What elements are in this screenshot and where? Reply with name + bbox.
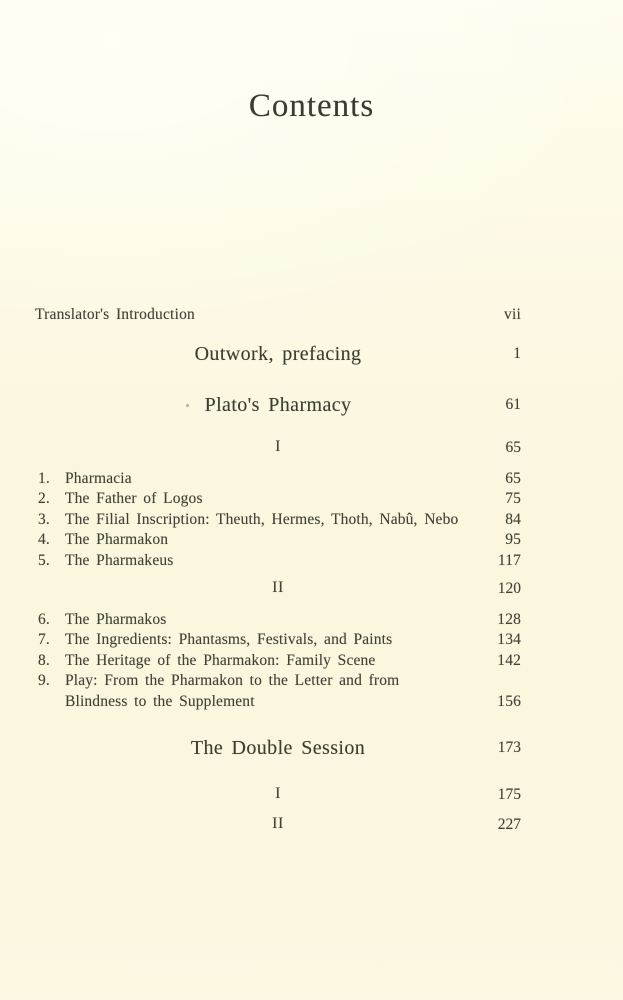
item-number: 6. [38, 611, 50, 628]
entry-label: II [272, 815, 284, 832]
entry-label: Plato's Pharmacy [204, 394, 352, 416]
item-title: The Filial Inscription: Theuth, Hermes, Thoth, Nabû, Nebo [65, 510, 459, 528]
item-title: The Pharmakos [65, 611, 167, 628]
toc-item-two-line [35, 671, 521, 712]
item-title: The Heritage of the Pharmakon: Family Scene [65, 651, 376, 669]
page-number: 95 [505, 531, 521, 549]
toc-item [35, 510, 521, 530]
page-number: 120 [497, 580, 521, 597]
entry-label: I [275, 438, 281, 455]
item-title: Pharmacia [65, 470, 132, 487]
item-number: 8. [38, 651, 50, 669]
entry-label: I [275, 785, 281, 802]
toc-entry-part-one [35, 438, 521, 458]
page-number: 227 [497, 816, 521, 833]
entry-label: II [272, 579, 284, 596]
item-number: 4. [38, 531, 50, 549]
toc-entry-outwork [35, 343, 521, 369]
page-number: 61 [505, 396, 521, 413]
item-number: 5. [38, 551, 50, 569]
page-number: 142 [497, 651, 521, 669]
page-number: 65 [505, 470, 521, 487]
item-title-line2: Blindness to the Supplement [65, 692, 255, 710]
page-number: 156 [497, 692, 521, 710]
item-title [65, 671, 497, 712]
item-number: 1. [38, 470, 50, 487]
item-number: 2. [38, 490, 50, 508]
page-number: 175 [497, 786, 521, 803]
toc-item-list-2 [35, 610, 521, 712]
toc-entry-platos-pharmacy [35, 394, 521, 420]
item-title: The Pharmakeus [65, 551, 174, 569]
toc-entry-ds-part-one [35, 785, 521, 805]
page-number: 134 [497, 631, 521, 649]
page-number: 84 [505, 510, 521, 528]
toc-item [35, 530, 521, 550]
page-number: 75 [505, 490, 521, 508]
toc-item [35, 551, 521, 571]
toc-item [35, 469, 521, 489]
page-title: Contents [248, 88, 375, 124]
entry-label: Outwork, prefacing [194, 343, 362, 365]
page-number: 1 [513, 345, 521, 362]
toc-entry-part-two [35, 579, 521, 599]
page-number: 117 [497, 551, 521, 569]
page-number: 65 [505, 439, 521, 456]
page-number: 173 [497, 739, 521, 756]
entry-label: The Double Session [190, 737, 366, 759]
item-number: 3. [38, 510, 50, 528]
toc-item [35, 489, 521, 509]
item-number: 9. [38, 672, 50, 690]
toc-entry-double-session [35, 737, 521, 763]
toc-item [35, 610, 521, 630]
page-number: vii [504, 306, 521, 323]
item-title: The Ingredients: Phantasms, Festivals, and Paints [65, 631, 393, 649]
toc-entry-ds-part-two [35, 815, 521, 835]
item-title: The Father of Logos [65, 490, 203, 508]
item-title-line1: Play: From the Pharmakon to the Letter and from [65, 672, 400, 690]
item-title: The Pharmakon [65, 531, 169, 549]
toc-item-list-1 [35, 469, 521, 571]
item-number: 7. [38, 631, 50, 649]
toc-item [35, 630, 521, 650]
toc-entry-translators-introduction [35, 306, 521, 324]
page-number: 128 [497, 611, 521, 628]
entry-label: Translator's Introduction [35, 306, 195, 323]
toc-item [35, 651, 521, 671]
